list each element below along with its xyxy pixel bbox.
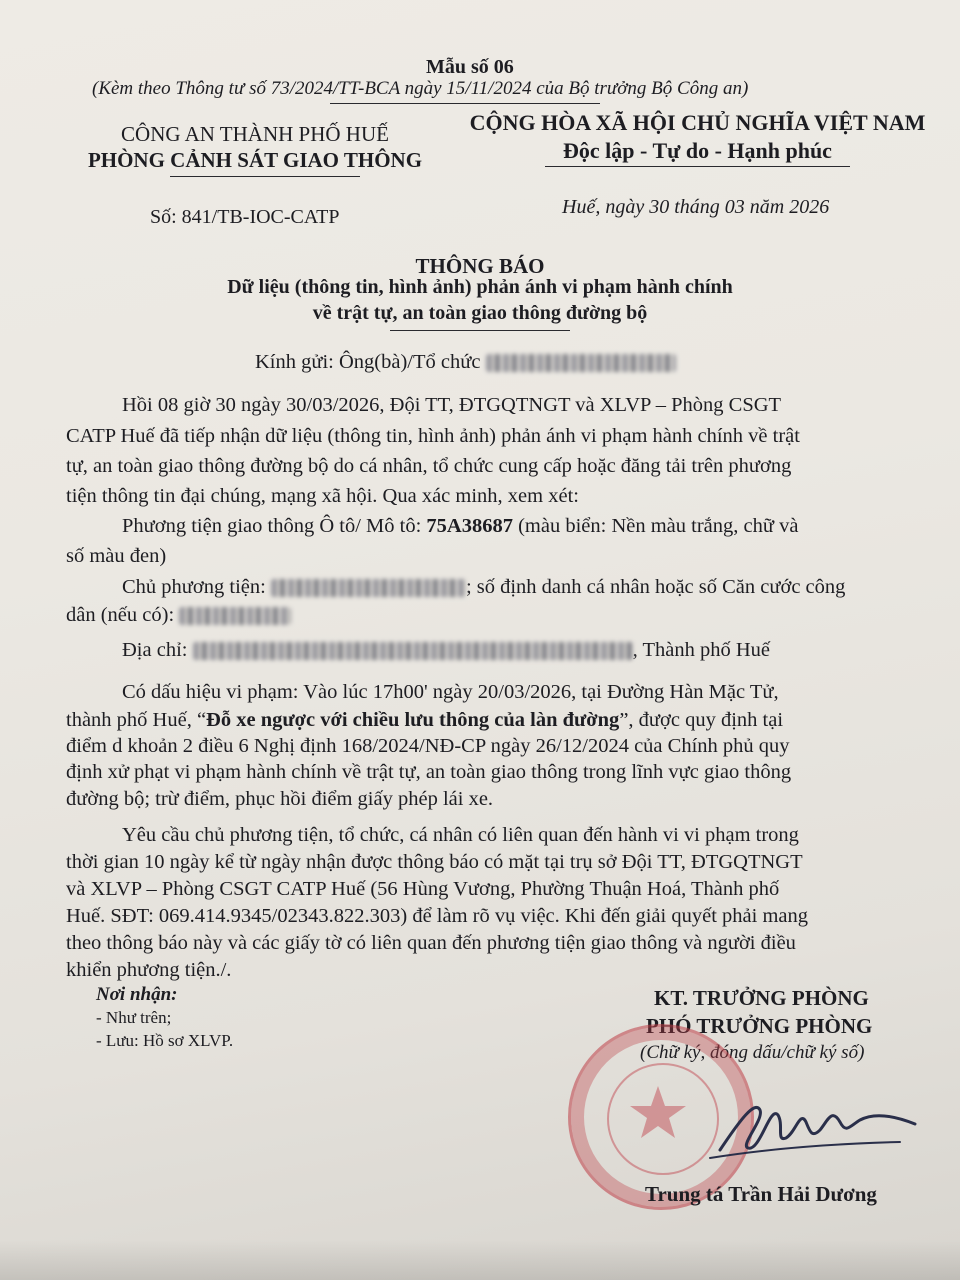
request-line2: thời gian 10 ngày kể từ ngày nhận được thông báo có mặt tại trụ sở Đội TT, ĐTGQTNGT	[66, 851, 803, 873]
redacted-address	[193, 642, 633, 660]
recipient-line	[255, 350, 676, 374]
issuer-line2: PHÒNG CẢNH SÁT GIAO THÔNG	[87, 148, 423, 172]
violation-behavior: Đỗ xe ngược với chiều lưu thông của làn đường	[206, 709, 620, 731]
title-underline	[390, 330, 570, 331]
signer-name: Trung tá Trần Hải Dương	[645, 1182, 877, 1206]
recipients-item-1: - Như trên;	[96, 1008, 172, 1027]
form-number: Mẫu số 06	[426, 56, 514, 78]
para1-line4: tiện thông tin đại chúng, mạng xã hội. Qua xác minh, xem xét:	[66, 485, 579, 507]
notice-subtitle-2: về trật tự, an toàn giao thông đường bộ	[312, 302, 648, 324]
vehicle-label: Phương tiện giao thông Ô tô/ Mô tô:	[122, 515, 427, 537]
para1-line2: CATP Huế đã tiếp nhận dữ liệu (thông tin, hình ảnh) phản ánh vi phạm hành chính về trật	[66, 425, 800, 447]
owner-id-label-2: dân (nếu có):	[66, 604, 180, 626]
request-line4: Huế. SĐT: 069.414.9345/02343.822.303) để làm rõ vụ việc. Khi đến giải quyết phải mang	[66, 905, 808, 927]
recipient-label: Kính gửi: Ông(bà)/Tổ chức	[255, 351, 481, 373]
signature-role-2: PHÓ TRƯỞNG PHÒNG	[646, 1014, 873, 1038]
issuer-line1: CÔNG AN THÀNH PHỐ HUẾ	[121, 122, 389, 146]
national-underline	[545, 166, 850, 167]
address-line	[122, 638, 770, 662]
plate-color-desc: (màu biển: Nền màu trắng, chữ và	[512, 515, 799, 537]
signature-note: (Chữ ký, đóng dấu/chữ ký số)	[640, 1042, 865, 1063]
violation-line3: điểm d khoản 2 điều 6 Nghị định 168/2024/NĐ-CP ngày 26/12/2024 của Chính phủ quy	[66, 735, 790, 757]
vehicle-line2: số màu đen)	[66, 545, 167, 567]
violation-suffix: ”, được quy định tại	[619, 709, 784, 731]
notice-subtitle-1: Dữ liệu (thông tin, hình ảnh) phản ánh vi phạm hành chính	[227, 276, 733, 298]
request-line5: theo thông báo này và các giấy tờ có liên quan đến phương tiện giao thông và người điều	[66, 932, 796, 954]
redacted-recipient-name	[486, 354, 676, 372]
attachment-divider	[330, 103, 600, 104]
recipients-title: Nơi nhận:	[96, 984, 178, 1005]
license-plate: 75A38687	[426, 515, 513, 537]
place-date: Huế, ngày 30 tháng 03 năm 2026	[562, 196, 830, 218]
para1-line3: tự, an toàn giao thông đường bộ do cá nhân, tổ chức cung cấp hoặc đăng tải trên phương	[66, 455, 792, 477]
owner-line1	[122, 575, 845, 599]
owner-line2	[66, 603, 291, 627]
signature-role-1: KT. TRƯỞNG PHÒNG	[654, 986, 869, 1010]
violation-line2	[66, 708, 783, 732]
recipients-item-2: - Lưu: Hồ sơ XLVP.	[96, 1031, 234, 1050]
vehicle-line1	[122, 514, 798, 538]
national-line2: Độc lập - Tự do - Hạnh phúc	[563, 138, 832, 163]
notice-title: THÔNG BÁO	[415, 254, 545, 278]
redacted-id-number	[179, 607, 291, 625]
handwritten-signature	[700, 1080, 930, 1170]
owner-label: Chủ phương tiện:	[122, 576, 271, 598]
para1-line1: Hồi 08 giờ 30 ngày 30/03/2026, Đội TT, ĐTGQTNGT và XLVP – Phòng CSGT	[122, 394, 782, 416]
document-number: Số: 841/TB-IOC-CATP	[150, 206, 340, 228]
request-line1: Yêu cầu chủ phương tiện, tổ chức, cá nhân có liên quan đến hành vi vi phạm trong	[122, 824, 799, 846]
request-line3: và XLVP – Phòng CSGT CATP Huế (56 Hùng Vương, Phường Thuận Hoá, Thành phố	[66, 878, 780, 900]
violation-line5: đường bộ; trừ điểm, phục hồi điểm giấy phép lái xe.	[66, 788, 494, 810]
owner-id-label: ; số định danh cá nhân hoặc số Căn cước công	[465, 576, 846, 598]
request-line6: khiển phương tiện./.	[66, 959, 232, 981]
violation-line1: Có dấu hiệu vi phạm: Vào lúc 17h00' ngày 20/03/2026, tại Đường Hàn Mặc Tử,	[122, 681, 779, 703]
issuer-underline	[170, 176, 360, 177]
form-attachment: (Kèm theo Thông tư số 73/2024/TT-BCA ngày 15/11/2024 của Bộ trưởng Bộ Công an)	[92, 78, 749, 99]
address-label: Địa chỉ:	[122, 639, 193, 661]
national-line1: CỘNG HÒA XÃ HỘI CHỦ NGHĨA VIỆT NAM	[469, 110, 926, 135]
redacted-owner-name	[271, 579, 466, 597]
address-city: , Thành phố Huế	[632, 639, 770, 661]
page-shadow	[0, 1240, 960, 1280]
violation-line4: định xử phạt vi phạm hành chính về trật tự, an toàn giao thông trong lĩnh vực giao thông	[66, 761, 792, 783]
violation-prefix: thành phố Huế, “	[66, 709, 207, 731]
